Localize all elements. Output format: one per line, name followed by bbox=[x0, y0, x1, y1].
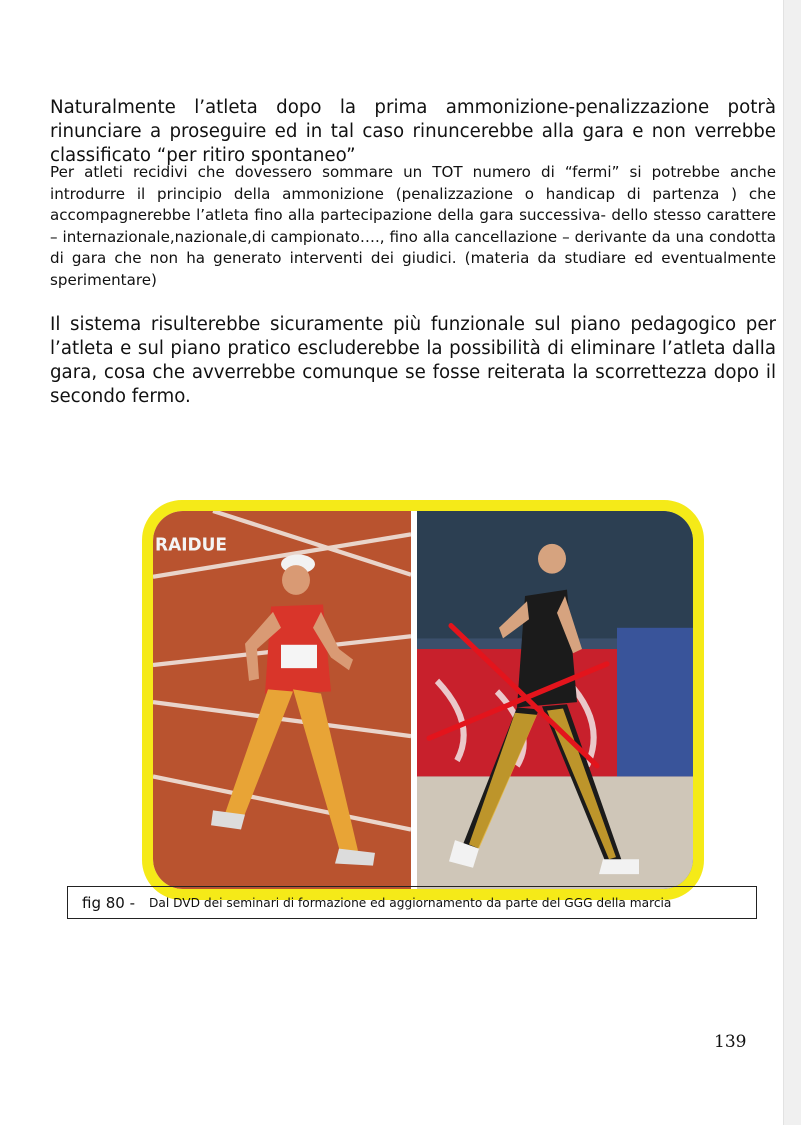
figure-frame bbox=[142, 500, 704, 900]
figure-image bbox=[153, 511, 693, 889]
raidue-logo: RAIDUE bbox=[155, 534, 228, 556]
figure-caption-label: fig 80 - bbox=[82, 893, 136, 912]
scrollbar[interactable] bbox=[783, 0, 801, 1125]
paragraph-system-text: Il sistema risulterebbe sicuramente più funzionale sul piano pedagogico per l’atleta e sul piano pratico escluderebbe la possibilità di eliminare l’atleta dalla gara, cosa che avverrebbe comunque se fosse reiterata la scorrettezza dopo il secondo fermo. bbox=[50, 314, 776, 407]
page-number: 139 bbox=[714, 1032, 747, 1052]
paragraph-recidivists-text: Per atleti recidivi che dovessero sommare un TOT numero di “fermi” si potrebbe anche introdurre il principio della ammonizione (penalizzazione o handicap di partenza ) che accompagnerebbe l’atleta fino alla partecipazione della gara successiva- dello stesso carattere – internazionale,nazionale,di campionato…., fino alla cancellazione – derivante da una condotta di gara che non ha generato interventi dei giudici. (materia da studiare ed eventualmente sperimentare) bbox=[50, 163, 776, 289]
figure-caption-text: Dal DVD dei seminari di formazione ed aggiornamento da parte del GGG della marcia bbox=[149, 895, 672, 910]
left-photo-correct-walker bbox=[153, 511, 411, 889]
paragraph-recidivists bbox=[50, 162, 776, 291]
right-photo-incorrect-walker bbox=[417, 511, 693, 889]
paragraph-retirement-text: Naturalmente l’atleta dopo la prima ammonizione-penalizzazione potrà rinunciare a proseguire ed in tal caso rinuncerebbe alla gara e non verrebbe classificato “per ritiro spontaneo” bbox=[50, 97, 776, 166]
figure-caption bbox=[67, 886, 757, 919]
paragraph-system bbox=[50, 313, 776, 409]
paragraph-retirement bbox=[50, 96, 776, 168]
